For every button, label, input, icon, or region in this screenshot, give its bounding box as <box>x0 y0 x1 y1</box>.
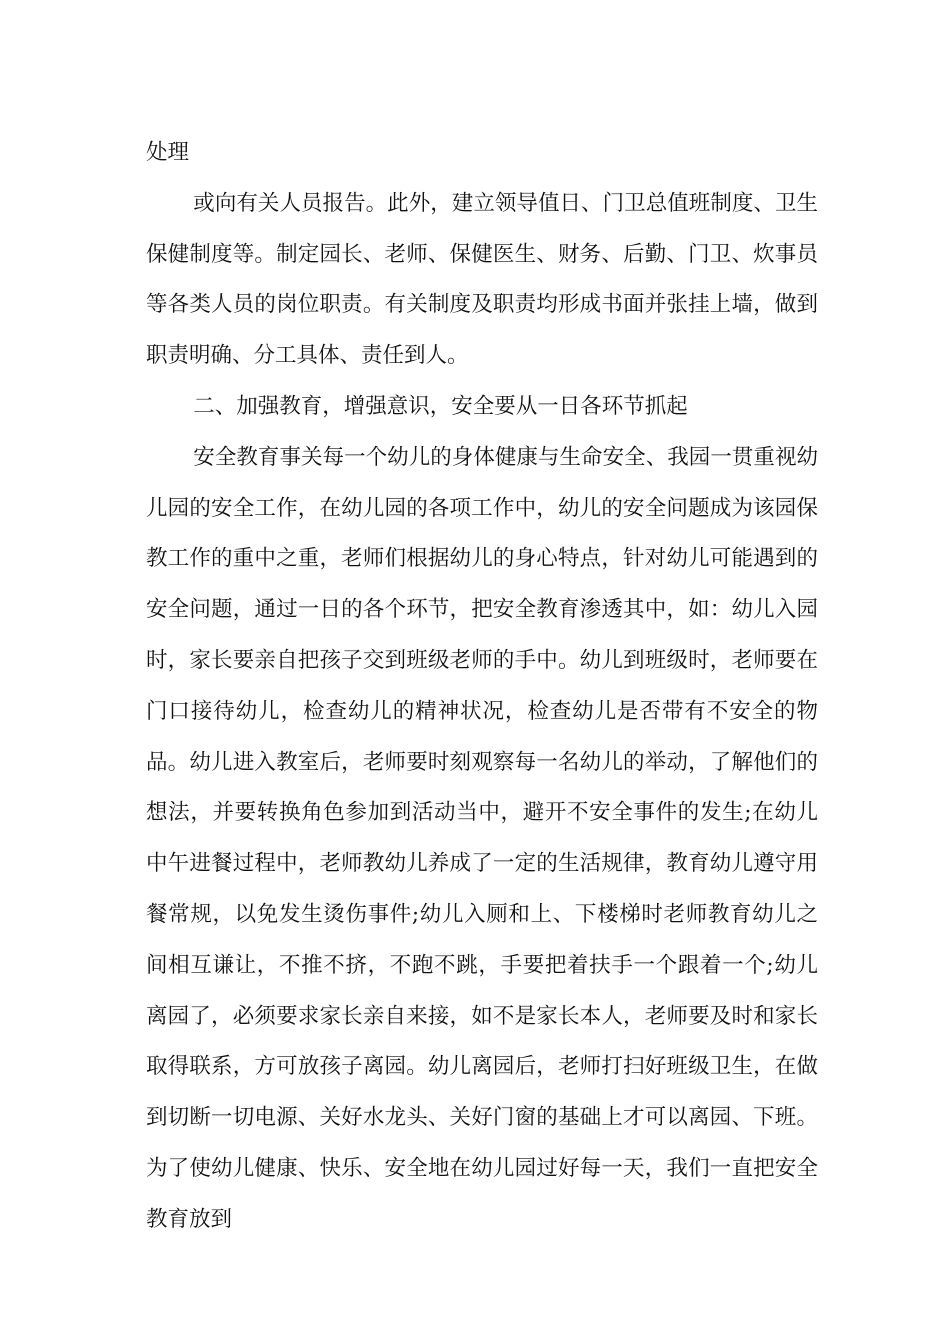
section-heading-education: 二、加强教育，增强意识，安全要从一日各环节抓起 <box>193 393 688 419</box>
paragraph-safety-education: 安全教育事关每一个幼儿的身体健康与生命安全、我园一贯重视幼儿园的安全工作，在幼儿园的各项工作中，幼儿的安全问题成为该园保教工作的重中之重，老师们根据幼儿的身心特点，针对幼儿可能遇到的安全问题，通过一日的各个环节，把安全教育渗透其中，如：幼儿入园时，家长要亲自把孩子交到班级老师的手中。幼儿到班级时，老师要在门口接待幼儿，检查幼儿的精神状况，检查幼儿是否带有不安全的物品。幼儿进入教室后，老师要时刻观察每一名幼儿的举动，了解他们的想法，并要转换角色参加到活动当中，避开不安全事件的发生;在幼儿中午进餐过程中，老师教幼儿养成了一定的生活规律，教育幼儿遵守用餐常规，以免发生烫伤事件;幼儿入厕和上、下楼梯时老师教育幼儿之间相互谦让，不推不挤，不跑不跳，手要把着扶手一个跟着一个;幼儿离园了，必须要求家长亲自来接，如不是家长本人，老师要及时和家长取得联系，方可放孩子离园。幼儿离园后，老师打扫好班级卫生，在做到切断一切电源、关好水龙头、关好门窗的基础上才可以离园、下班。为了使幼儿健康、快乐、安全地在幼儿园过好每一天，我们一直把安全教育放到 <box>146 444 818 1232</box>
document-body <box>146 128 818 1246</box>
paragraph-reporting-and-duties: 或向有关人员报告。此外，建立领导值日、门卫总值班制度、卫生保健制度等。制定园长、老师、保健医生、财务、后勤、门卫、炊事员等各类人员的岗位职责。有关制度及职责均形成书面并张挂上墙，做到职责明确、分工具体、责任到人。 <box>146 190 818 369</box>
paragraph-continuation-heading: 处理 <box>146 140 190 165</box>
